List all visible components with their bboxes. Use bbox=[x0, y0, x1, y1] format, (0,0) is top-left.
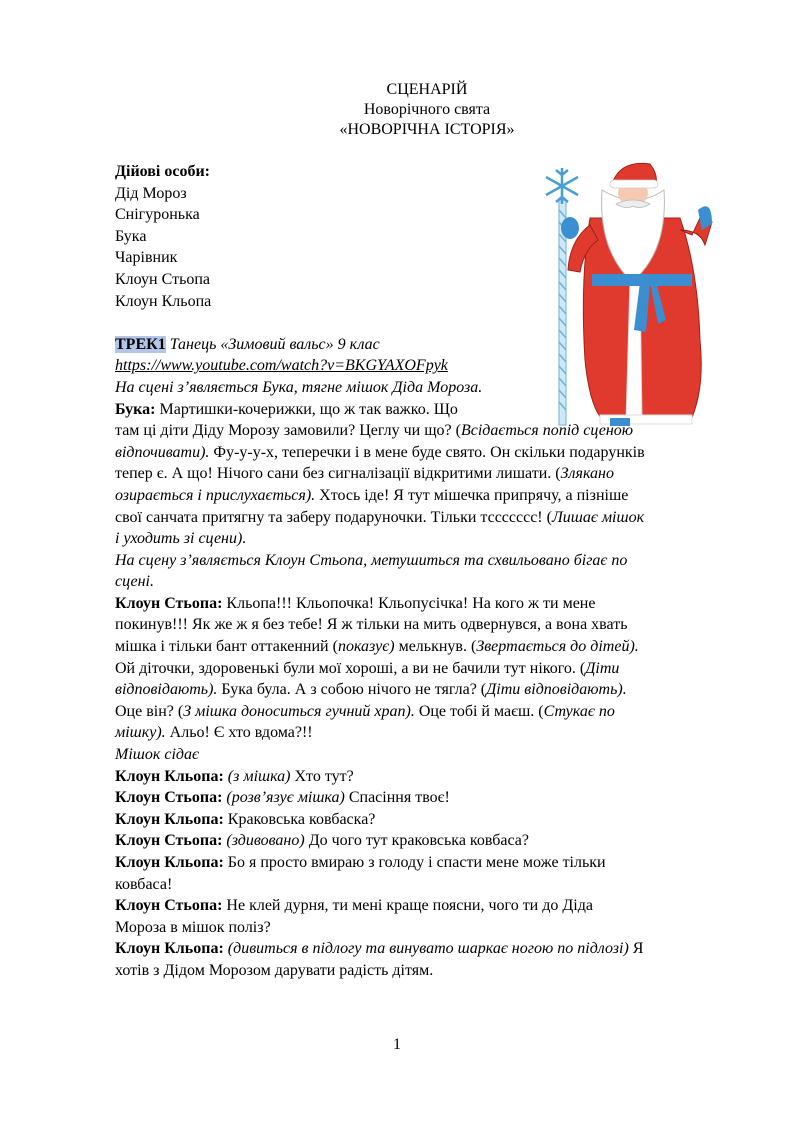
cast-member: Клоун Кльопа bbox=[115, 292, 212, 310]
cast-member: Снігуронька bbox=[115, 206, 200, 224]
dialogue-line: Клоун Стьопа: (здивовано) До чого тут краковська ковбаса? bbox=[115, 832, 529, 850]
track-description: Танець «Зимовий вальс» 9 клас bbox=[165, 335, 380, 353]
track-label: ТРЕК1 bbox=[115, 335, 166, 353]
speaker-name: Клоун Кльопа: bbox=[115, 767, 224, 785]
speaker-name: Клоун Кльопа: bbox=[115, 940, 224, 958]
header-subtitle: Новорічного свята bbox=[363, 101, 491, 118]
speaker-name: Клоун Кльопа: bbox=[115, 854, 224, 871]
stage-direction: На сцені з’являється Бука, тягне мішок Діда Мороза. bbox=[115, 378, 483, 396]
header-title: СЦЕНАРІЙ bbox=[386, 81, 468, 98]
cast-title: Дійові особи: bbox=[115, 163, 211, 180]
speaker-name: Клоун Кльопа: bbox=[115, 810, 224, 828]
dialogue-line: Клоун Кльопа: (з мішка) Хто тут? bbox=[115, 767, 354, 785]
stage-direction: сцені. bbox=[115, 573, 154, 591]
stage-direction: Мішок сідає bbox=[115, 746, 199, 764]
dialogue-line: Клоун Стьопа: (розв’язує мішка) Спасіння твоє! bbox=[115, 789, 450, 807]
stage-direction: На сцену з’являється Клоун Стьопа, метушиться та схвильовано бігає по bbox=[115, 551, 628, 569]
track-video-link[interactable]: https://www.youtube.com/watch?v=BKGYAXOFpyk bbox=[115, 357, 448, 375]
cast-member: Клоун Стьопа bbox=[115, 270, 211, 288]
header-show-name: «НОВОРІЧНА ІСТОРІЯ» bbox=[339, 121, 515, 138]
speaker-name: Бука: bbox=[115, 400, 156, 418]
dialogue-line: Клоун Кльопа: Краковська ковбаска? bbox=[115, 810, 376, 828]
page-number: 1 bbox=[393, 1036, 401, 1053]
document-header bbox=[0, 80, 794, 140]
cast-member: Бука bbox=[115, 227, 147, 245]
speaker-name: Клоун Стьопа: bbox=[115, 594, 223, 612]
speaker-name: Клоун Стьопа: bbox=[115, 897, 223, 915]
speaker-name: Клоун Стьопа: bbox=[115, 789, 223, 807]
cast-member: Дід Мороз bbox=[115, 184, 187, 202]
speaker-name: Клоун Стьопа: bbox=[115, 832, 223, 850]
document-body: Дійові особи: Дід Мороз Снігуронька Бука Чарівник Клоун Стьопа Клоун Кльопа ТРЕК1 Танець «Зимовий вальс» 9 клас https://www.youtube.com/watch?v=BKGYAXOFpyk На сцені з’являється Бука, тягне мішок Діда Мороза. Бука: Мартишки-кочерижки, що ж так важко. Що там ці діти Діду Морозу замовили? Цеглу чи що? (Всідається попід сценою відпочивати). Фу-у-у-х, теперечки і в мене буде свято. Он скільки подарунків тепер є. А що! Нічого сани без сигналізації відкритими лишати. (Злякано озирається і прислухається). Хтось іде! Я тут мішечка припрячу, а пізніше свої санчата притягну та заберу подаруночки. Тільки тссссссс! (Лишає мішок і уходить зі сцени). На сцену з’являється Клоун Стьопа, метушиться та схвильовано бігає по сцені. Клоун Стьопа: Кльопа!!! Кльопочка! Кльопусічка! На кого ж ти мене покинув!!! Як же ж я без тебе! Я ж тільки на мить одвернувся, а вона хвать мішка і тільки бант оттакенний (показує) мелькнув. (Звертається до дітей). Ой діточки, здоровенькі були мої хороші, а ви не бачили тут нікого. (Діти відповідають). Бука була. А з собою нічого не тягла? (Діти відповідають). Оце він? (З мішка доноситься гучний храп). Оце тобі й маєш. (Стукає по мішку). Альо! Є хто вдома?!! Мішок сідає Клоун Кльопа: (з мішка) Хто тут? Клоун Стьопа: (розв’язує мішка) Спасіння твоє! Клоун Кльопа: Краковська ковбаска? Клоун Стьопа: (здивовано) До чого тут краковська ковбаса? Клоун Кльопа: Бо я просто вмираю з голоду і спасти мене може тільки ковбаса! Клоун Стьопа: Не клей дурня, ти мені краще поясни, чого ти до Діда Мороза в мішок поліз? Клоун Кльопа: (дивиться в підлогу та винувато шаркає ногою по підлозі) Я хотів з Дідом Морозом дарувати радість дітям. bbox=[115, 161, 727, 982]
cast-member: Чарівник bbox=[115, 249, 178, 267]
